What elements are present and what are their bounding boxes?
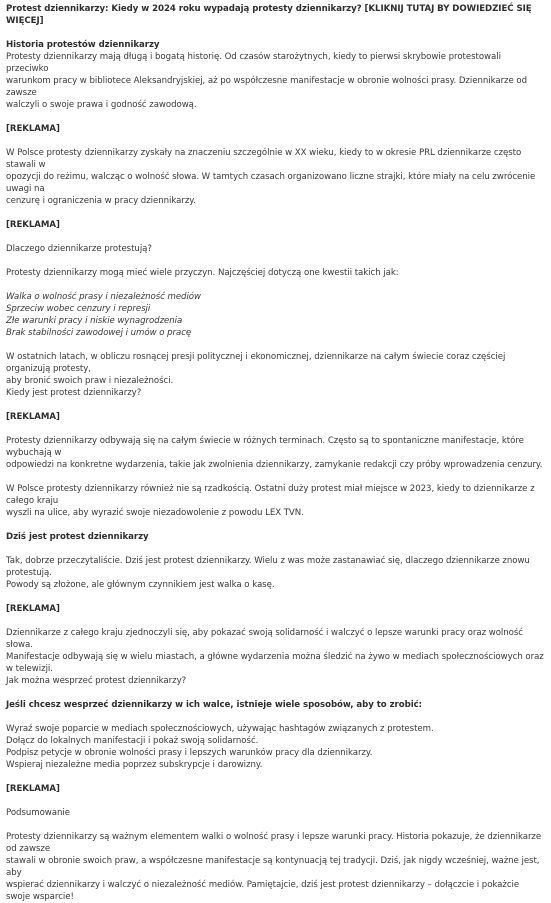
when-question: Kiedy jest protest dziennikarzy? [6, 388, 142, 398]
history-line: Protesty dziennikarzy mają długą i bogatą historię. Od czasów starożytnych, kiedy to pierwsi skrybowie protestowali przeciwko [6, 52, 501, 74]
support-item: Wyraź swoje poparcie w mediach społecznościowych, używając hashtagów związanych z protestem. [6, 724, 434, 734]
summary-line: stawali w obronie swoich praw, a współczesne manifestacje są kontynuacją tej tradycji. Dziś, jak nigdy wcześniej, ważne jest, aby [6, 856, 540, 878]
poland-line: cenzurę i ograniczenia w pracy dziennikarzy. [6, 196, 196, 206]
today-line: Tak, dobrze przeczytaliście. Dziś jest protest dziennikarzy. Wielu z was może zastanawiać się, dlaczego dziennikarze znowu protestują. [6, 556, 530, 578]
history-line: warunkom pracy w bibliotece Aleksandryjskiej, aż po współczesne manifestacje w obronie wolności prasy. Dziennikarze od zawsze [6, 76, 528, 98]
history-line: walczyli o swoje prawa i godność zawodową. [6, 100, 197, 110]
ad-label: [REKLAMA] [6, 784, 60, 794]
reason-item: Brak stabilności zawodowej i umów o pracę [6, 328, 192, 338]
section-heading-support: Jeśli chcesz wesprzeć dziennikarzy w ich walce, istnieje wiele sposobów, aby to zrobić: [6, 700, 423, 710]
ad-label: [REKLAMA] [6, 124, 60, 134]
support-item: Podpisz petycje w obronie wolności prasy i lepszych warunków pracy dla dziennikarzy. [6, 748, 373, 758]
united-line: Dziennikarze z całego kraju zjednoczyli się, aby pokazać swoją solidarność i walczyć o lepsze warunki pracy oraz wolność słowa. [6, 628, 523, 650]
summary-line: Protesty dziennikarzy są ważnym elementem walki o wolność prasy i lepsze warunki pracy. Historia pokazuje, że dziennikarze od zawsze [6, 832, 542, 854]
ad-label: [REKLAMA] [6, 220, 60, 230]
support-question: Jak można wesprzeć protest dziennikarzy? [6, 676, 187, 686]
support-item: Dołącz do lokalnych manifestacji i pokaż swoją solidarność. [6, 736, 259, 746]
summary-heading: Podsumowanie [6, 808, 70, 818]
reason-item: Złe warunki pracy i niskie wynagrodzenia [6, 316, 183, 326]
why-question: Dlaczego dziennikarze protestują? [6, 244, 152, 254]
ad-label: [REKLAMA] [6, 604, 60, 614]
article-title[interactable] [6, 3, 545, 27]
reason-item: Walka o wolność prasy i niezależność mediów [6, 292, 201, 302]
support-item: Wspieraj niezależne media poprzez subskrypcje i darowizny. [6, 760, 263, 770]
why-intro: Protesty dziennikarzy mogą mieć wiele przyczyn. Najczęściej dotyczą one kwestii takich jak: [6, 268, 399, 278]
section-heading-today: Dziś jest protest dziennikarzy [6, 532, 149, 542]
when-line: W Polsce protesty dziennikarzy również nie są rzadkością. Ostatni duży protest miał miejsce w 2023, kiedy to dziennikarze z całego kraju [6, 484, 535, 506]
poland-line: W Polsce protesty dziennikarzy zyskały na znaczeniu szczególnie w XX wieku, kiedy to w okresie PRL dziennikarze często stawali w [6, 148, 522, 170]
summary-line: wspierać dziennikarzy i walczyć o niezależność mediów. Pamiętajcie, dziś jest protest dziennikarzy – dołączcie i pokażcie swoje wsparcie! [6, 880, 520, 902]
article-title-link[interactable]: Protest dziennikarzy: Kiedy w 2024 roku wypadają protesty dziennikarzy? [KLIKNIJ TUTAJ BY DOWIEDZIEĆ SIĘ WIĘCEJ] [6, 4, 532, 26]
recent-line: aby bronić swoich praw i niezależności. [6, 376, 174, 386]
today-line: Powody są złożone, ale głównym czynnikiem jest walka o kasę. [6, 580, 275, 590]
section-heading-history: Historia protestów dziennikarzy [6, 40, 160, 50]
when-line: odpowiedzi na konkretne wydarzenia, takie jak zwolnienia dziennikarzy, zamykanie redakcji czy próby wprowadzenia cenzury. [6, 460, 543, 470]
recent-line: W ostatnich latach, w obliczu rosnącej presji politycznej i ekonomicznej, dziennikarze na całym świecie coraz częściej organizują protesty, [6, 352, 506, 374]
ad-label: [REKLAMA] [6, 412, 60, 422]
united-line: Manifestacje odbywają się w wielu miastach, a główne wydarzenia można śledzić na żywo w mediach społecznościowych oraz w telewizji. [6, 652, 544, 674]
poland-line: opozycji do reżimu, walcząc o wolność słowa. W tamtych czasach organizowano liczne strajki, które miały na celu zwrócenie uwagi na [6, 172, 536, 194]
when-line: wyszli na ulice, aby wyrazić swoje niezadowolenie z powodu LEX TVN. [6, 508, 304, 518]
reason-item: Sprzeciw wobec cenzury i represji [6, 304, 151, 314]
when-line: Protesty dziennikarzy odbywają się na całym świecie w różnych terminach. Często są to spontaniczne manifestacje, które wybuchają w [6, 436, 524, 458]
